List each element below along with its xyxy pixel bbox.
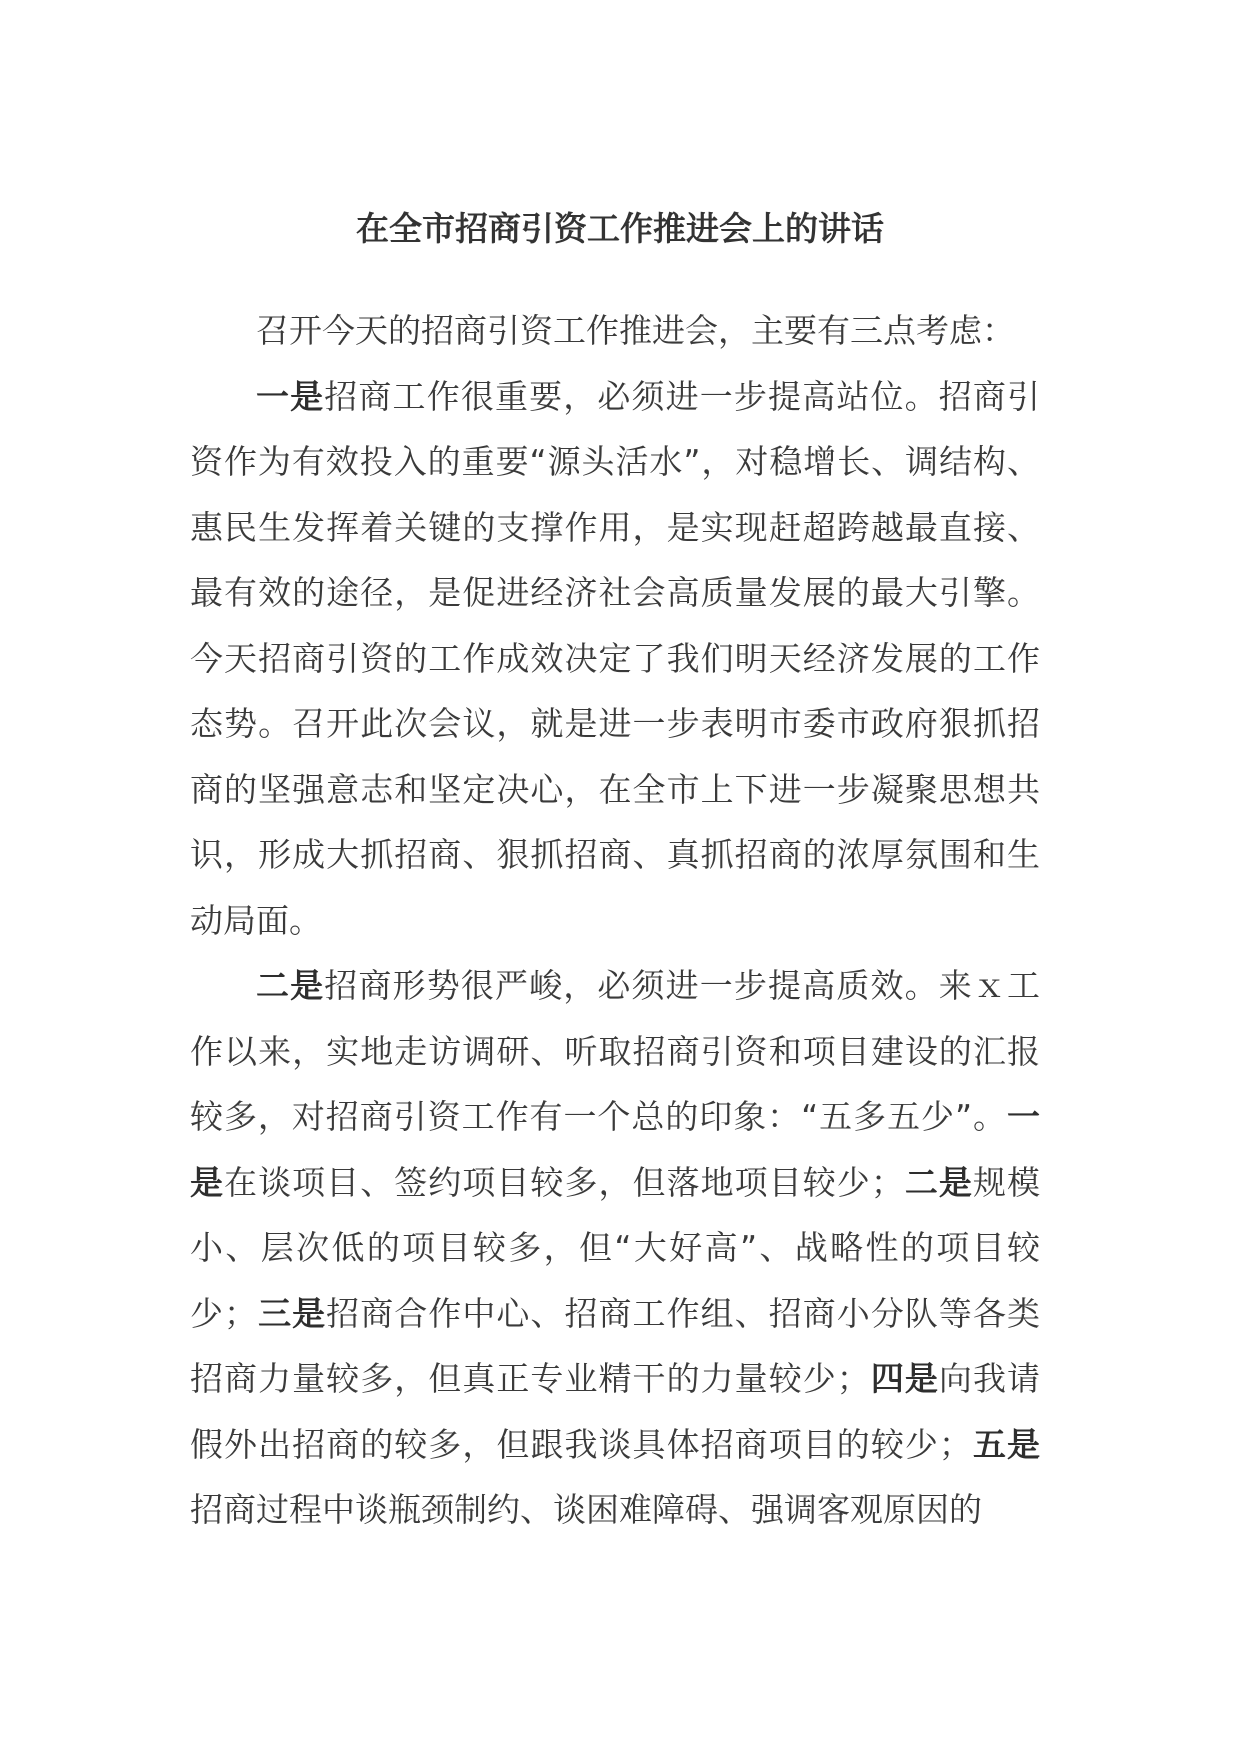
paragraph-text: 招商合作中心、招商工作组、招商小分队等各类招商力量较多，但真正专业精干的力量较少； <box>190 1293 1041 1398</box>
document-body <box>190 298 1040 1543</box>
paragraph <box>190 953 1040 1543</box>
document-title: 在全市招商引资工作推进会上的讲话 <box>356 209 884 248</box>
bold-lead-text: 三是 <box>257 1293 327 1333</box>
paragraph-text: 招商过程中谈瓶颈制约、谈困难障碍、强调客观原因的 <box>190 1490 982 1529</box>
paragraph-text: 在谈项目、签约项目较多，但落地项目较少； <box>224 1162 904 1202</box>
bold-lead-text: 五是 <box>971 1424 1041 1464</box>
bold-lead-text: 四是 <box>869 1359 939 1398</box>
paragraph-text: 向我请假外出招商的较多，但跟我谈具体招商项目的较少； <box>190 1359 1041 1464</box>
bold-lead-text: 一是 <box>256 376 325 416</box>
paragraph-text: 招商形势很严峻，必须进一步提高质效。来ｘ工作以来，实地走访调研、听取招商引资和项目建设的汇报较多，对招商引资工作有一个总的印象：“五多五少”。 <box>190 966 1041 1136</box>
paragraph <box>190 364 1040 954</box>
paragraph-text: 规模小、层次低的项目较多，但“大好高”、战略性的项目较少； <box>190 1162 1041 1333</box>
bold-lead-text: 一是 <box>190 1097 1040 1202</box>
paragraph <box>190 298 1040 364</box>
paragraph-text: 召开今天的招商引资工作推进会，主要有三点考虑： <box>256 311 1015 350</box>
paragraph-text: 招商工作很重要，必须进一步提高站位。招商引资作为有效投入的重要“源头活水”，对稳增长、调结构、惠民生发挥着关键的支撑作用，是实现赶超跨越最直接、最有效的途径，是促进经济社会高质量发展的最大引擎。今天招商引资的工作成效决定了我们明天经济发展的工作态势。召开此次会议，就是进一步表明市委市政府狠抓招商的坚强意志和坚定决心，在全市上下进一步凝聚思想共识，形成大抓招商、狠抓招商、真抓招商的浓厚氛围和生动局面。 <box>190 376 1041 940</box>
bold-lead-text: 二是 <box>903 1162 973 1202</box>
bold-lead-text: 二是 <box>256 966 325 1005</box>
